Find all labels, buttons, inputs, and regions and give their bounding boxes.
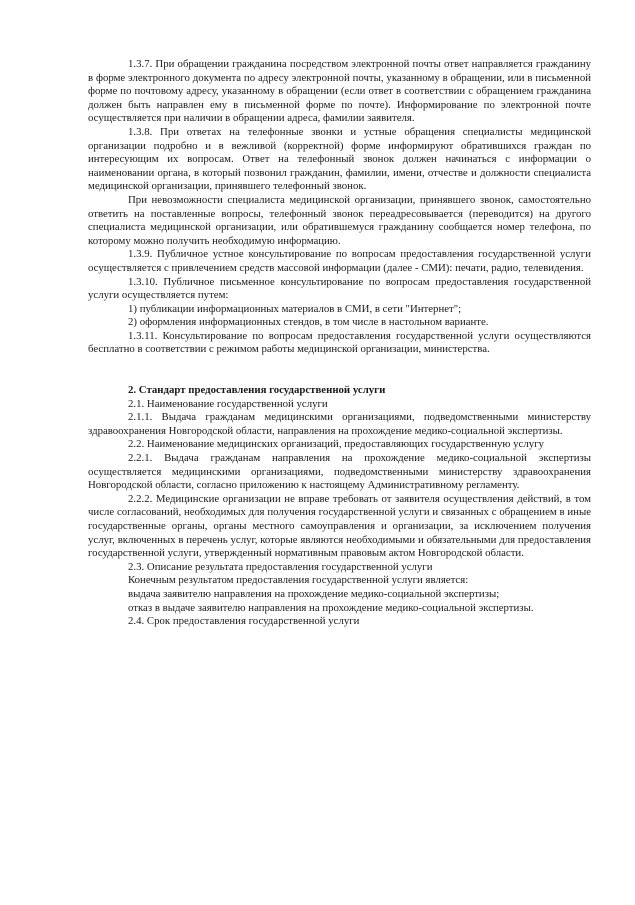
paragraph-result-issue: выдача заявителю направления на прохождение медико-социальной экспертизы;	[128, 587, 500, 600]
section-heading: 2. Стандарт предоставления государственной услуги	[128, 384, 386, 397]
paragraph-1-3-9: 1.3.9. Публичное устное консультирование по вопросам предоставления государственной услуги осуществляется с привлечением средств массовой информации (далее - СМИ): печати, радио, телевидения.	[88, 248, 591, 274]
paragraph-2-4: 2.4. Срок предоставления государственной услуги	[128, 615, 360, 628]
paragraph-1-3-8: 1.3.8. При ответах на телефонные звонки и устные обращения специалисты медицинской организации подробно и в вежливой (корректной) форме информируют обратившихся граждан по интересующим их вопросам. Ответ на телефонный звонок должен начинаться с информации о наименовании органа, в который позвонил гражданин, фамилии, имени, отчестве и должности специалиста медицинской организации, принявшего телефонный звонок.	[88, 125, 591, 193]
paragraph-1-3-10: 1.3.10. Публичное письменное консультирование по вопросам предоставления государственной услуги осуществляется путем:	[88, 275, 591, 302]
paragraph-2-2-1: 2.2.1. Выдача гражданам направления на прохождение медико-социальной экспертизы осуществляется медицинскими организациями, подведомственными министерству здравоохранения Новгородской области, согласно приложению к настоящему Административному регламенту.	[88, 452, 591, 492]
paragraph-1-3-7: 1.3.7. При обращении гражданина посредством электронной почты ответ направляется гражданину в форме электронного документа по адресу электронной почты, указанному в обращении, или в письменной форме по почтовому адресу, указанному в обращении (если ответ в соответствии с обращением гражданина должен быть направлен ему в письменной форме по почте). Информирование по электронной почте осуществляется при наличии в обращении адреса, фамилии заявителя.	[88, 58, 591, 125]
paragraph-2-1: 2.1. Наименование государственной услуги	[128, 397, 328, 410]
list-item-1: 1) публикации информационных материалов в СМИ, в сети "Интернет";	[128, 302, 462, 315]
section-spacer	[88, 357, 591, 384]
paragraph-result-intro: Конечным результатом предоставления государственной услуги является:	[128, 574, 469, 587]
paragraph-2-2: 2.2. Наименование медицинских организаций, предоставляющих государственную услугу	[128, 438, 544, 451]
paragraph-call-redirect: При невозможности специалиста медицинской организации, принявшего звонок, самостоятельно ответить на поставленные вопросы, телефонный звонок переадресовывается (переводится) на другого специалиста медицинской организации, или обратившемуся гражданину сообщается номер телефона, по которому можно получить необходимую информацию.	[88, 193, 591, 247]
paragraph-result-refusal: отказ в выдаче заявителю направления на прохождение медико-социальной экспертизы.	[128, 601, 534, 614]
paragraph-2-2-2: 2.2.2. Медицинские организации не вправе требовать от заявителя осуществления действий, в том числе согласований, необходимых для получения государственной услуги и связанных с обращением в иные государственные органы, органы местного самоуправления и организации, за исключением получения услуг, включенных в перечень услуг, которые являются необходимыми и обязательными для предоставления государственной услуги, утвержденный нормативным правовым актом Новгородской области.	[88, 492, 591, 560]
paragraph-2-3: 2.3. Описание результата предоставления государственной услуги	[128, 560, 433, 573]
list-item-2: 2) оформления информационных стендов, в том числе в настольном варианте.	[128, 316, 489, 329]
paragraph-2-1-1: 2.1.1. Выдача гражданам медицинскими организациями, подведомственными министерству здравоохранения Новгородской области, направления на прохождение медико-социальной экспертизы.	[88, 411, 591, 437]
paragraph-1-3-11: 1.3.11. Консультирование по вопросам предоставления государственной услуги осуществляются бесплатно в соответствии с режимом работы медицинской организации, министерства.	[88, 329, 591, 356]
